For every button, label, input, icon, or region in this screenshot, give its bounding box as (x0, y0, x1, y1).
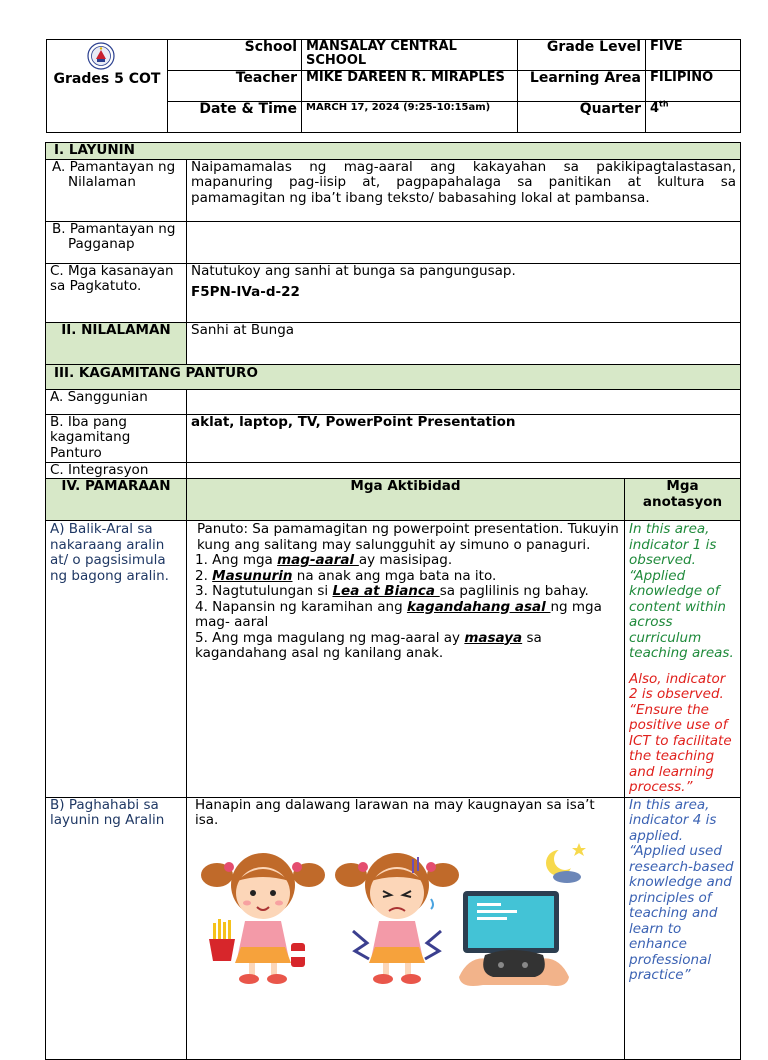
paghahabi-label: B) Paghahabi sa layunin ng Aralin (46, 797, 187, 1059)
lesson-table (45, 142, 741, 1060)
kasanayan-label: C. Mga kasanayan sa Pagkatuto. (46, 263, 187, 322)
sanggunian-label: A. Sanggunian (46, 389, 187, 414)
paghahabi-annotation: In this area, indicator 4 is applied. “Applied used research-based knowledge and principles of teaching and learn to enhance professional practice” (625, 797, 741, 1059)
balik-aral-instructions: Panuto: Sa pamamagitan ng powerpoint presentation. Tukuyin kung ang salitang may salungguhit ay simuno o panaguri. (197, 521, 619, 553)
school-value: MANSALAY CENTRAL SCHOOL (302, 40, 518, 71)
integrasyon-value (187, 462, 741, 479)
balik-aral-item: 1. Ang mga mag-aaral ay masisipag. (195, 552, 453, 568)
pamaraan-label: IV. PAMARAAN (46, 479, 187, 521)
pamantayan-nilalaman-value: Naipamamalas ng mag-aaral ang kakayahan sa pakikipagtalastasan, mapanuring pag-iisip at, pagpapahalaga sa panitikan at kultura sa pamamagitan ng iba’t ibang teksto/ babasahing lokal at pambansa. (187, 159, 741, 221)
datetime-value: MARCH 17, 2024 (9:25-10:15am) (302, 102, 518, 133)
grade-level-label: Grade Level (518, 40, 646, 71)
school-label: School (168, 40, 302, 71)
girl-eating-icon (199, 847, 327, 987)
iba-kagamitan-value: aklat, laptop, TV, PowerPoint Presentation (187, 414, 741, 462)
illustrations (195, 829, 620, 994)
quarter-label: Quarter (518, 102, 646, 133)
quarter-value (646, 99, 741, 133)
header-table (46, 39, 741, 133)
balik-aral-item: 4. Napansin ng karamihan ang kagandahang asal ng mga mag- aaral (195, 598, 602, 630)
nilalaman-label: II. NILALAMAN (46, 322, 187, 364)
balik-aral-activity (187, 521, 625, 798)
learning-area-value: FILIPINO (646, 71, 741, 102)
paghahabi-activity (187, 797, 625, 1059)
logo-cell (47, 40, 168, 133)
layunin-heading: I. LAYUNIN (46, 143, 741, 160)
sanggunian-value (187, 389, 741, 414)
integrasyon-label: C. Integrasyon (46, 462, 187, 479)
kasanayan-text: Natutukoy ang sanhi at bunga sa pangungusap. (191, 262, 516, 279)
kagamitan-heading: III. KAGAMITANG PANTURO (46, 364, 741, 389)
kasanayan-code: F5PN-IVa-d-22 (191, 284, 300, 300)
balik-aral-item: 3. Nagtutulungan si Lea at Bianca sa paglilinis ng bahay. (195, 583, 589, 599)
girl-sick-icon (333, 847, 461, 987)
pamantayan-pagganap-label: B. Pamantayan ng Pagganap (46, 221, 187, 263)
aktibidad-column-header: Mga Aktibidad (187, 479, 625, 521)
pamantayan-pagganap-value (187, 221, 741, 263)
nilalaman-value: Sanhi at Bunga (187, 322, 741, 364)
datetime-label: Date & Time (168, 102, 302, 133)
quarter-number: 4 (650, 101, 660, 116)
school-seal-icon (87, 42, 115, 70)
paghahabi-instructions: Hanapin ang dalawang larawan na may kaugnayan sa isa’t isa. (195, 796, 595, 828)
balik-aral-item: 2. Masunurin na anak ang mga bata na ito. (195, 567, 497, 584)
learning-area-label: Learning Area (518, 71, 646, 102)
kasanayan-value (187, 263, 741, 322)
quarter-suffix: th (659, 99, 669, 109)
indicator-1-note: In this area, indicator 1 is observed. “Applied knowledge of content within across curriculum teaching areas. (629, 521, 734, 661)
balik-aral-label: A) Balik-Aral sa nakaraang aralin at/ o pagsisimula ng bagong aralin. (46, 521, 187, 798)
balik-aral-items (195, 553, 620, 662)
iba-kagamitan-label: B. Iba pang kagamitang Panturo (46, 414, 187, 462)
grades-label: Grades 5 COT (53, 71, 161, 87)
grade-level-value: FIVE (646, 40, 741, 71)
teacher-label: Teacher (168, 71, 302, 102)
game-controller-icon (459, 837, 587, 989)
balik-aral-item: 5. Ang mga magulang ng mag-aaral ay masaya sa kagandahang asal ng kanilang anak. (195, 629, 542, 661)
balik-aral-annotation (625, 521, 741, 798)
teacher-value: MIKE DAREEN R. MIRAPLES (302, 71, 518, 102)
pamantayan-nilalaman-label: A. Pamantayan ng Nilalaman (46, 159, 187, 221)
indicator-2-note: Also, indicator 2 is observed. “Ensure the positive use of ICT to facilitate the teaching and learning process.” (629, 670, 732, 795)
anotasyon-column-header: Mga anotasyon (625, 479, 741, 521)
